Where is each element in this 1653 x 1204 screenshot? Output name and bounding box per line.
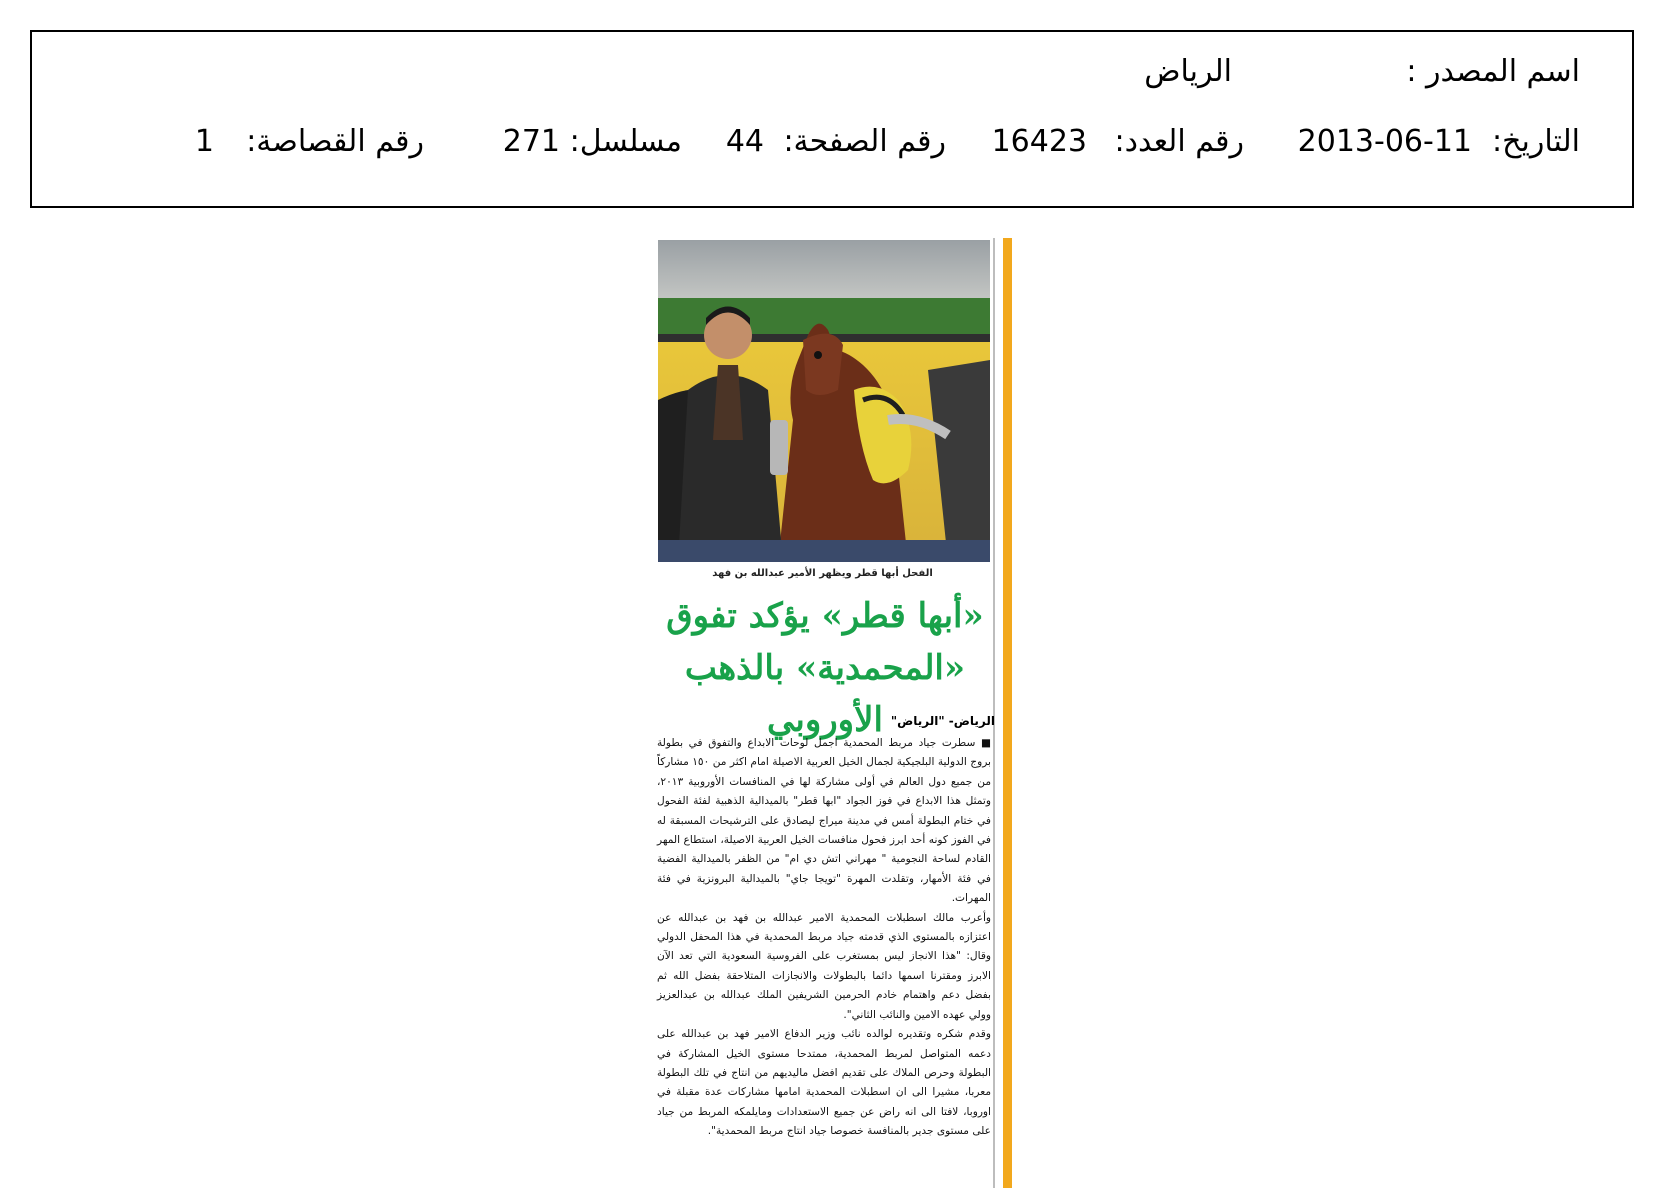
clip-label: رقم القصاصة: [246, 124, 424, 159]
date-label: التاريخ: [1492, 124, 1580, 159]
article-paragraph-1: ■ سطرت جياد مربط المحمدية اجمل لوحات الابداع والتفوق في بطولة بروج الدولية البلجيكية لجمال الخيل العربية الاصيلة امام اكثر من ١٥٠ مشاركاً من جميع دول العالم في أولى مشاركة لها في المنافسات الأوروبية ٢٠١٣، وتمثل هذا الابداع في فوز الجواد "ابها قطر" بالميدالية الذهبية لفئة الفحول في ختام البطولة أمس في مدينة ميراج ليصادق على الترشيحات المسبقة له في الفوز كونه أحد ابرز فحول منافسات الخيل العربية الاصيلة، استطاع المهر القادم لساحة النجومية " مهراني اتش دي ام" من الظفر بالميدالية الفضية في فئة الأمهار، وتقلدت المهرة "تويجا جاي" بالميدالية البرونزية في فئة المهرات. [657, 737, 992, 905]
article-paragraph-2: وأعرب مالك اسطبلات المحمدية الامير عبدالله بن فهد بن عبدالله عن اعتزازه بالمستوى الذي قدمته جياد مربط المحمدية في هذا المحفل الدولي وقال: "هذا الانجاز ليس بمستغرب على الفروسية السعودية التي تعد الآن الابرز ومقترنا اسمها دائما بالبطولات والانجازات المتلاحقة بفضل الله ثم بفضل دعم واهتمام خادم الحرمين الشريفين الملك عبدالله بن عبدالعزيز وولي عهده الامين والنائب الثاني". [657, 911, 991, 1021]
article-paragraph-3: وقدم شكره وتقديره لوالده نائب وزير الدفاع الامير فهد بن عبدالله على دعمه المتواصل لمربط المحمدية، ممتدحا مستوى الخيل المشاركة في البطولة وحرص الملاك على تقديم افضل ماليديهم من انتاج في تلك البطولة معربا، مشيرا الى ان اسطبلات المحمدية امامها مشاركات عدة مقبلة في اوروبا، لافتا الى انه راض عن جميع الاستعدادات ومايلمكه المربط من جياد على مستوى جدير بالمنافسة خصوصا جياد انتاج مربط المحمدية". [657, 1028, 991, 1138]
accent-bar [1003, 238, 1012, 1188]
serial-value: 271 [502, 124, 560, 159]
date-value: 2013-06-11 [1297, 124, 1472, 159]
metadata-header [30, 30, 1634, 208]
article-photo [658, 240, 990, 562]
source-label: اسم المصدر : [1406, 54, 1580, 89]
issue-value: 16423 [991, 124, 1087, 159]
issue-label: رقم العدد: [1114, 124, 1244, 159]
page-label: رقم الصفحة: [783, 124, 946, 159]
clip-value: 1 [194, 124, 214, 159]
headline-line-1: «أبها قطر» يؤكد تفوق [666, 596, 984, 636]
newspaper-clipping [655, 238, 1017, 1188]
photo-caption: الفحل أبها قطر ويظهر الأمير عبدالله بن فهد [712, 568, 933, 579]
serial-label: مسلسل: [569, 124, 682, 159]
article-byline: الرياض- "الرياض" [890, 714, 995, 728]
source-value: الرياض [1144, 54, 1232, 89]
article-body [657, 734, 991, 1142]
headline-line-2: «المحمدية» بالذهب الأوروبي [684, 648, 966, 740]
page-value: 44 [725, 124, 764, 159]
